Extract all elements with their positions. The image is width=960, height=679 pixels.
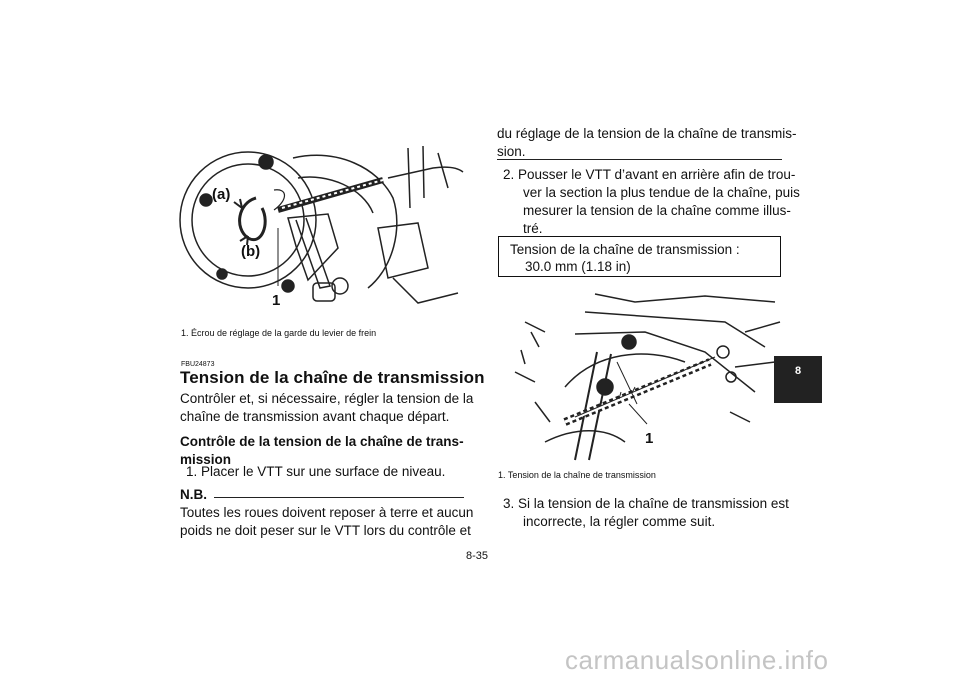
intro-line-1: Contrôler et, si nécessaire, régler la tension de la [180, 391, 474, 406]
section-code: FBU24873 [181, 361, 215, 368]
step-2-line-3: mesurer la tension de la chaîne comme illus- [523, 203, 791, 218]
figure1-caption: 1. Écrou de réglage de la garde du levier de frein [181, 328, 377, 338]
spec-label: Tension de la chaîne de transmission : [510, 242, 740, 257]
step-2-line-4: tré. [523, 221, 543, 236]
sub-heading-line-2: mission [180, 452, 232, 467]
intro-line-2: chaîne de transmission avant chaque départ. [180, 409, 450, 424]
step2-rule [497, 159, 782, 160]
spec-value: 30.0 mm (1.18 in) [525, 259, 631, 274]
nb-line-2: poids ne doit peser sur le VTT lors du contrôle et [180, 523, 471, 538]
step-1: 1. Placer le VTT sur une surface de niveau. [186, 464, 446, 479]
continuation-line-1: du réglage de la tension de la chaîne de transmis- [497, 126, 797, 141]
figure2-caption: 1. Tension de la chaîne de transmission [498, 470, 656, 480]
chapter-tab: 8 [774, 356, 822, 403]
figure1-callout-1: 1 [272, 292, 281, 309]
nb-line-1: Toutes les roues doivent reposer à terre et aucun [180, 505, 474, 520]
section-title: Tension de la chaîne de transmission [180, 368, 485, 387]
step-3-line-1: 3. Si la tension de la chaîne de transmission est [503, 496, 789, 511]
chain-tension-illustration [505, 292, 783, 464]
page-number: 8-35 [466, 550, 489, 562]
figure2-callout-1: 1 [645, 430, 654, 447]
brake-adjuster-illustration [178, 128, 468, 328]
step-3-line-2: incorrecte, la régler comme suit. [523, 514, 716, 529]
nb-label: N.B. [180, 487, 207, 502]
sub-heading-line-1: Contrôle de la tension de la chaîne de trans- [180, 434, 464, 449]
figure1-callout-a: (a) [212, 186, 231, 203]
step-2-line-1: 2. Pousser le VTT d’avant en arrière afin de trou- [503, 167, 796, 182]
nb-rule [214, 497, 464, 498]
watermark: carmanualsonline.info [565, 645, 829, 675]
spec-box [498, 236, 781, 277]
step-2-line-2: ver la section la plus tendue de la chaîne, puis [523, 185, 800, 200]
continuation-line-2: sion. [497, 144, 526, 159]
figure1-callout-b: (b) [241, 243, 261, 260]
